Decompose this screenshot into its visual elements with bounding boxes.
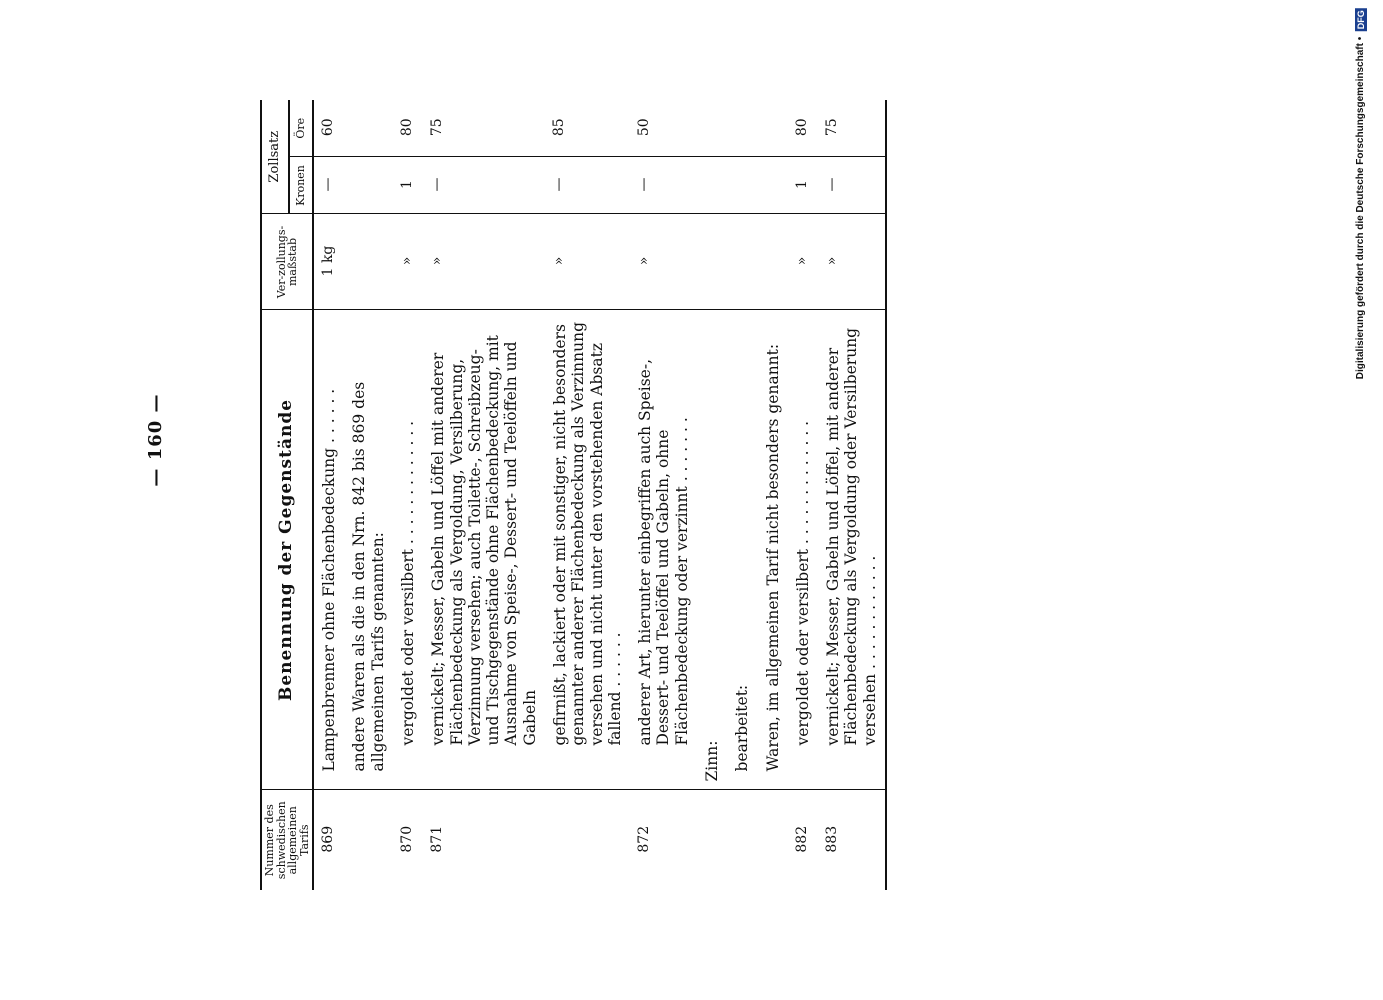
row-ore: 50 — [630, 100, 697, 157]
row-unit: » — [788, 214, 818, 310]
header-description: Benennung der Gegenstände — [261, 310, 313, 790]
row-unit: » — [630, 214, 697, 310]
row-description — [818, 310, 886, 790]
row-number — [727, 790, 757, 890]
row-description-text: andere Waren als die in den Nrn. 842 bis 869 des allgemeinen Tarifs genannten: — [350, 381, 387, 772]
row-number: 871 — [429, 825, 446, 853]
row-description-text: Waren, im allgemeinen Tarif nicht besonders genannt: — [763, 343, 782, 772]
row-unit — [727, 214, 757, 310]
table-header-row — [261, 100, 289, 890]
table-row — [697, 100, 727, 890]
row-kronen: 1 — [788, 157, 818, 214]
row-number — [545, 790, 630, 890]
row-description-text: vernickelt; Messer, Gabeln und Löffel, mit anderer Flächenbedeckung als Vergoldung oder Versilberung versehen . . . . . . . . . . . . — [824, 327, 879, 746]
table-row — [727, 100, 757, 890]
row-ore: 75 — [818, 100, 886, 157]
row-number: 872 — [636, 825, 653, 853]
side-note-text: Digitalisierung gefördert durch die Deutsche Forschungsgemeinschaft • — [1355, 36, 1366, 380]
row-kronen: — — [818, 157, 886, 214]
row-kronen — [697, 157, 727, 214]
row-description — [313, 310, 344, 790]
row-ore — [727, 100, 757, 157]
row-kronen — [727, 157, 757, 214]
row-description — [393, 310, 423, 790]
row-ore — [344, 100, 393, 157]
page-number — [145, 340, 166, 540]
row-description — [630, 310, 697, 790]
row-unit — [758, 214, 788, 310]
table-row — [788, 100, 818, 890]
row-unit: » — [818, 214, 886, 310]
table-body — [313, 100, 886, 890]
row-description-text: vergoldet oder versilbert . . . . . . . . . . . . . — [793, 420, 812, 746]
row-description-text: bearbeitet: — [733, 684, 752, 772]
table-row — [758, 100, 788, 890]
header-unit: Ver-zollungs-maßstab — [261, 214, 313, 310]
row-ore: 85 — [545, 100, 630, 157]
page-dash-left: — — [145, 467, 166, 487]
row-description-text: gefirnißt, lackiert oder mit sonstiger, nicht besonders genannter anderer Flächenbedeckung als Verzinnung versehen und nicht unter den vorstehenden Absatz fallend . . . . . . — [551, 321, 624, 746]
row-ore: 80 — [788, 100, 818, 157]
table-row — [344, 100, 393, 890]
row-description — [344, 310, 393, 790]
side-note — [1355, 8, 1367, 379]
row-ore — [758, 100, 788, 157]
row-number: 883 — [818, 790, 886, 890]
row-description — [788, 310, 818, 790]
row-number — [758, 790, 788, 890]
rotated-page — [145, 60, 1210, 960]
table-row — [313, 100, 344, 890]
row-description — [423, 310, 545, 790]
row-kronen: — — [545, 157, 630, 214]
row-unit — [344, 214, 393, 310]
row-kronen — [344, 157, 393, 214]
row-description-text: Lampenbrenner ohne Flächenbedeckung . . . . . . — [320, 388, 339, 772]
row-kronen — [758, 157, 788, 214]
table-row — [423, 100, 545, 890]
page-dash-right: — — [145, 393, 166, 413]
table-row — [393, 100, 423, 890]
table-row — [818, 100, 886, 890]
row-unit — [697, 214, 727, 310]
row-kronen: — — [313, 157, 344, 214]
row-description — [758, 310, 788, 790]
row-ore: 60 — [313, 100, 344, 157]
row-number: 870 — [399, 825, 416, 853]
table-row — [545, 100, 630, 890]
row-number — [344, 790, 393, 890]
row-description-text: vernickelt; Messer, Gabeln und Löffel mit anderer Flächenbedeckung als Vergoldung, Versilberung, Verzinnung versehen; auch Toilette-, Schreibzeug- und Tischgegenstände ohne Flächenbedeckung, mit Ausnahme von Speise-, Dessert- und Teelöffeln und Gabeln — [429, 335, 539, 746]
row-unit: » — [545, 214, 630, 310]
row-description — [697, 310, 727, 790]
row-description-text: vergoldet oder versilbert . . . . . . . . . . . . . — [399, 420, 418, 746]
row-ore: 80 — [393, 100, 423, 157]
header-kronen: Kronen — [289, 157, 314, 214]
row-ore: 75 — [423, 100, 545, 157]
dfg-badge: DFG — [1356, 10, 1366, 29]
row-kronen: — — [630, 157, 697, 214]
row-unit: 1 kg — [313, 214, 344, 310]
row-number: 882 — [793, 825, 810, 853]
row-number: 869 — [320, 825, 337, 853]
row-number — [697, 790, 727, 890]
row-description-text: Zinn: — [702, 740, 721, 782]
row-description — [727, 310, 757, 790]
row-description-text: anderer Art, hierunter einbegriffen auch Speise-, Dessert- und Teelöffel und Gabeln, ohne Flächenbedeckung oder verzinnt . . . . . . . — [636, 358, 691, 746]
header-duty: Zollsatz — [261, 100, 289, 214]
row-unit: » — [393, 214, 423, 310]
page-number-value: 160 — [145, 419, 166, 461]
row-description — [545, 310, 630, 790]
row-unit: » — [423, 214, 545, 310]
row-ore — [697, 100, 727, 157]
row-kronen: — — [423, 157, 545, 214]
header-number: Nummer des schwedischen allgemeinen Tarifs — [261, 790, 313, 890]
header-ore: Öre — [289, 100, 314, 157]
row-kronen: 1 — [393, 157, 423, 214]
table-row — [630, 100, 697, 890]
tariff-table — [260, 100, 887, 890]
